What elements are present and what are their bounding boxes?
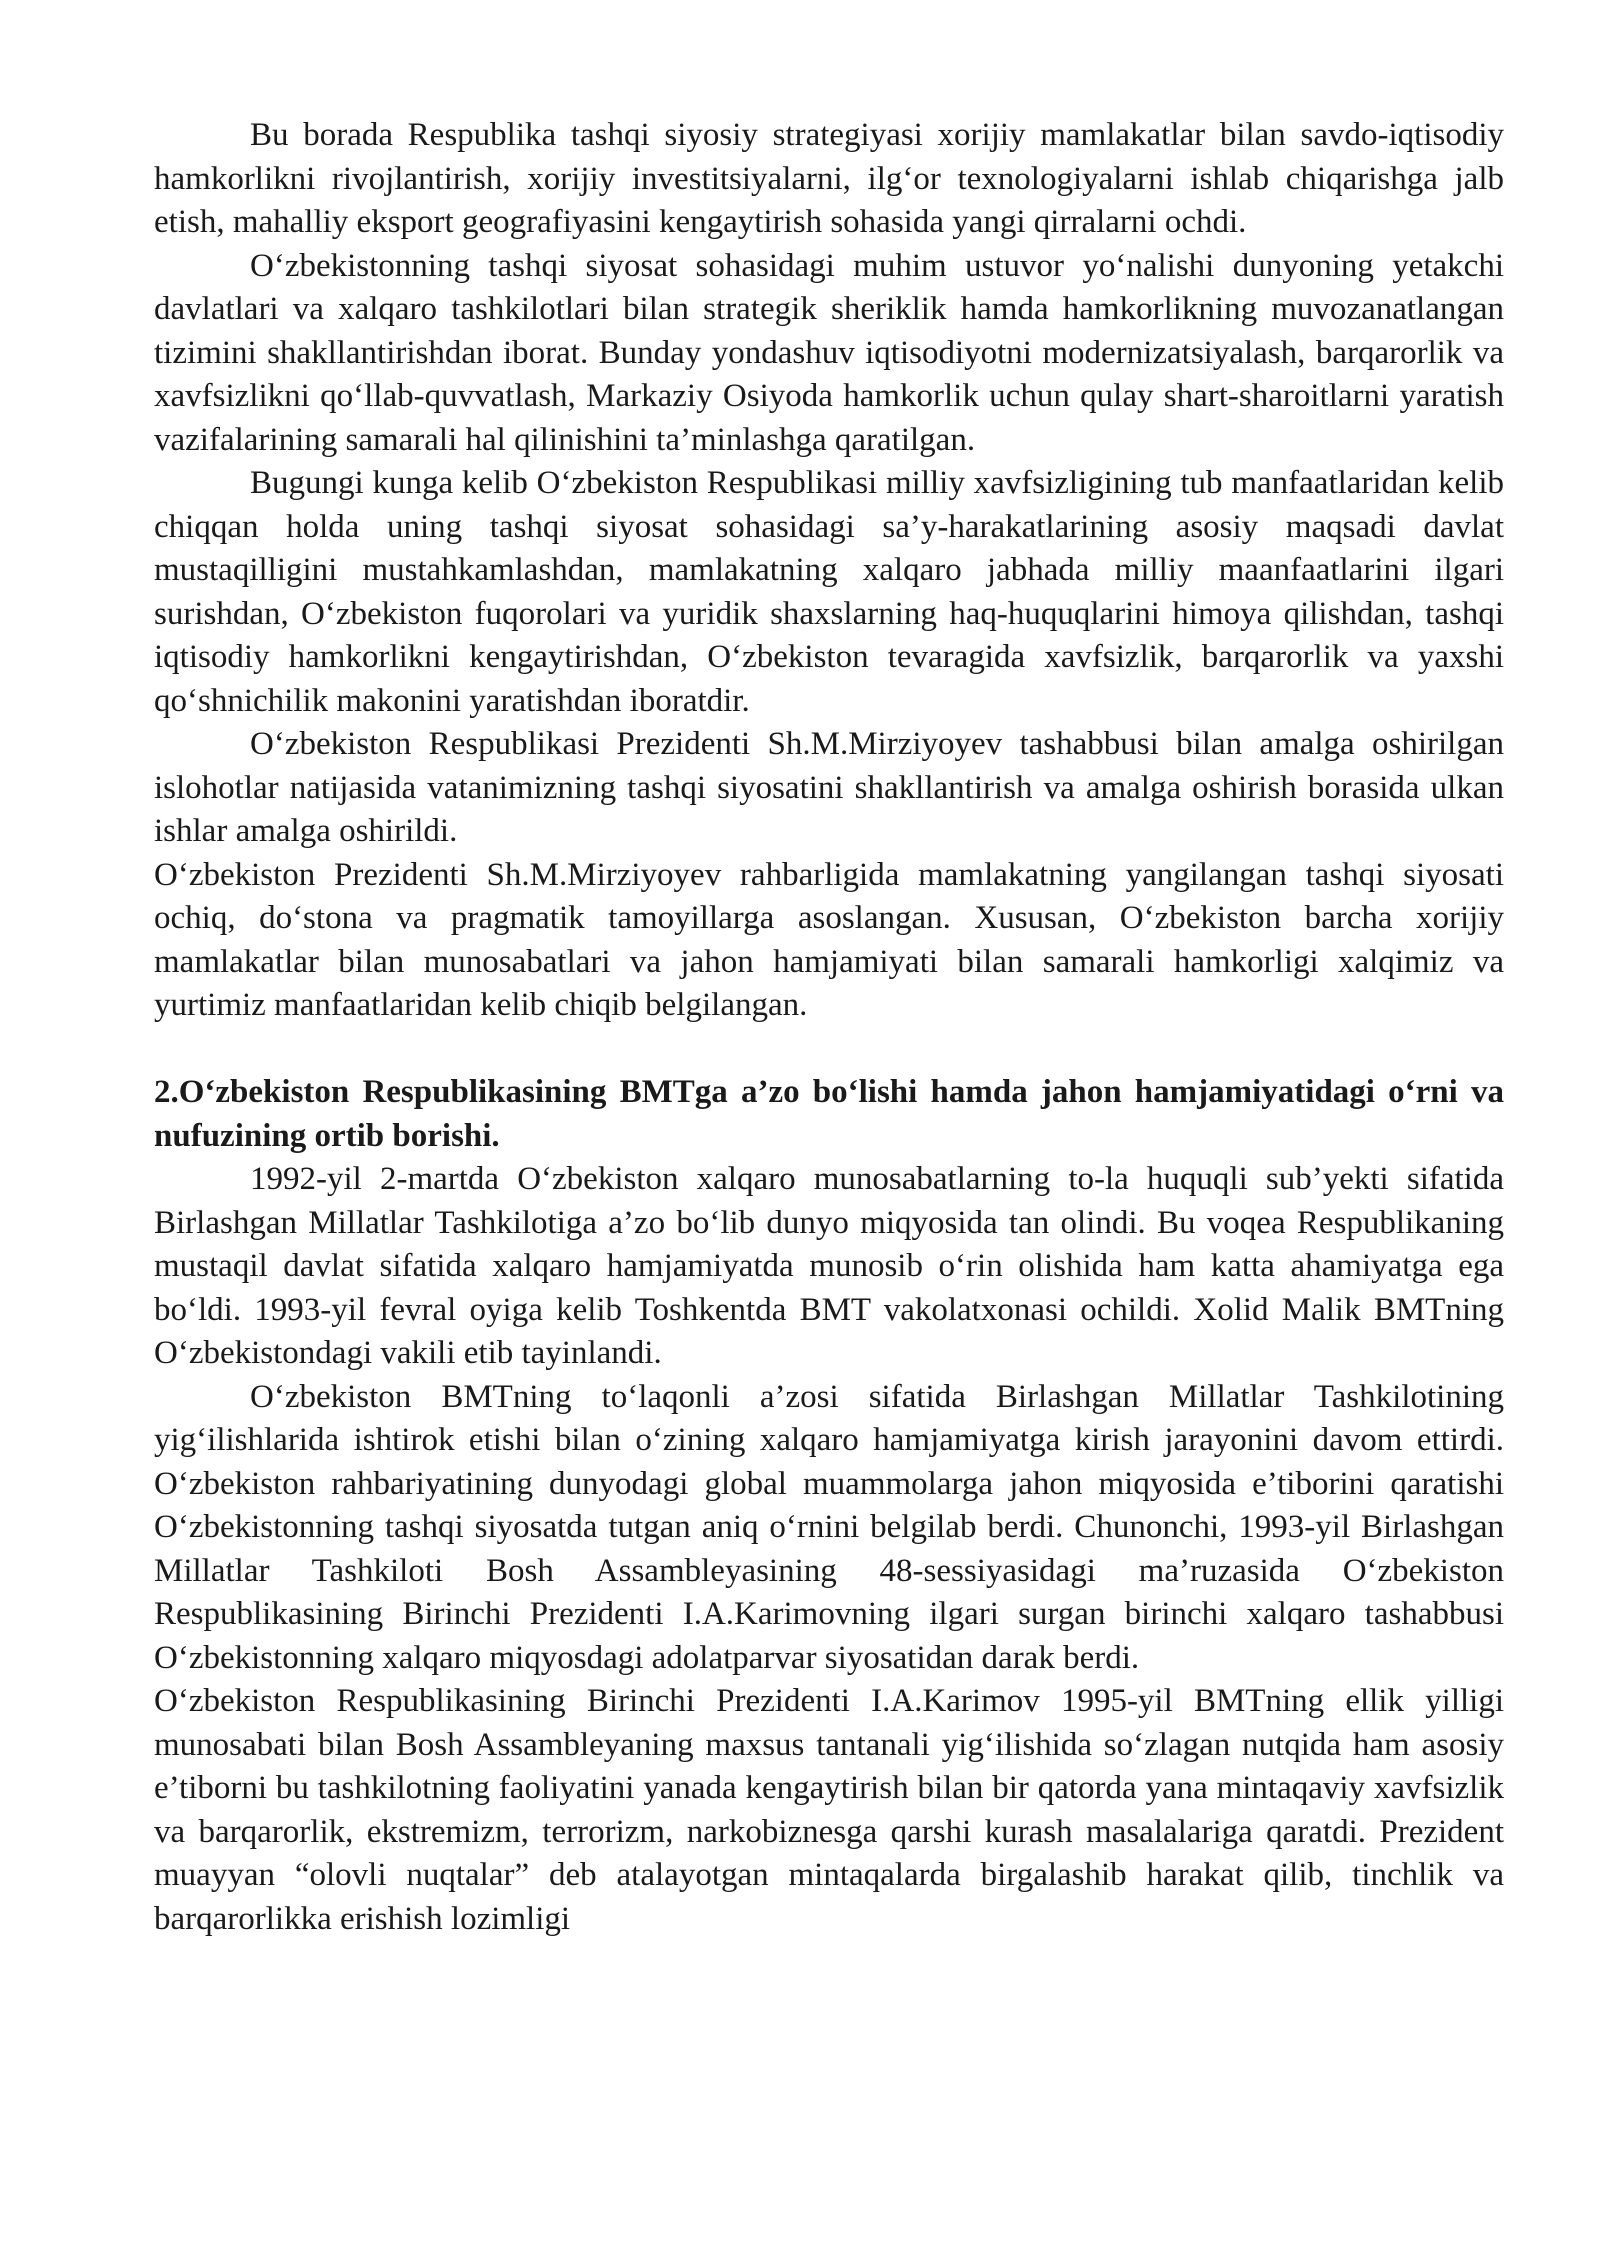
blank-line	[154, 1028, 1504, 1072]
paragraph: O‘zbekiston BMTning to‘laqonli a’zosi sifatida Birlashgan Millatlar Tashkilotining yig‘ilishlarida ishtirok etishi bilan o‘zining xalqaro hamjamiyatga kirish jarayonini davom ettirdi. O‘zbekiston rahbariyatining dunyodagi global muammolarga jahon miqyosida e’tiborini qaratishi O‘zbekistonning tashqi siyosatda tutgan aniq o‘rnini belgilab berdi. Chunonchi, 1993-yil Birlashgan Millatlar Tashkiloti Bosh Assambleyasining 48-sessiyasidagi ma’ruzasida O‘zbekiston Respublikasining Birinchi Prezidenti I.A.Karimovning ilgari surgan birinchi xalqaro tashabbusi O‘zbekistonning xalqaro miqyosdagi adolatparvar siyosatidan darak berdi.	[154, 1378, 1504, 1676]
section-heading: 2.O‘zbekiston Respublikasining BMTga a’zo bo‘lishi hamda jahon hamjamiyatidagi o‘rni va nufuzining ortib borishi.	[154, 1074, 1504, 1154]
paragraph: 1992-yil 2-martda O‘zbekiston xalqaro munosabatlarning to-la huquqli sub’yekti sifatida Birlashgan Millatlar Tashkilotiga a’zo bo‘lib dunyo miqyosida tan olindi. Bu voqea Respublikaning mustaqil davlat sifatida xalqaro hamjamiyatda munosib o‘rin olishida ham katta ahamiyatga ega bo‘ldi. 1993-yil fevral oyiga kelib Toshkentda BMT vakolatxonasi ochildi. Xolid Malik BMTning O‘zbekistondagi vakili etib tayinlandi.	[154, 1161, 1504, 1371]
paragraph: Bugungi kunga kelib O‘zbekiston Respublikasi milliy xavfsizligining tub manfaatlaridan kelib chiqqan holda uning tashqi siyosat sohasidagi sa’y-harakatlarining asosiy maqsadi davlat mustaqilligini mustahkamlashdan, mamlakatning xalqaro jabhada milliy maanfaatlarini ilgari surishdan, O‘zbekiston fuqorolari va yuridik shaxslarning haq-huquqlarini himoya qilishdan, tashqi iqtisodiy hamkorlikni kengaytirishdan, O‘zbekiston tevaragida xavfsizlik, barqarorlik va yaxshi qo‘shnichilik makonini yaratishdan iboratdir.	[154, 465, 1504, 719]
document-page	[154, 114, 1504, 1941]
paragraph: O‘zbekiston Respublikasining Birinchi Prezidenti I.A.Karimov 1995-yil BMTning ellik yilligi munosabati bilan Bosh Assambleyaning maxsus tantanali yig‘ilishida so‘zlagan nutqida ham asosiy e’tiborni bu tashkilotning faoliyatini yanada kengaytirish bilan bir qatorda yana mintaqaviy xavfsizlik va barqarorlik, ekstremizm, terrorizm, narkobiznesga qarshi kurash masalalariga qaratdi. Prezident muayyan “olovli nuqtalar” deb atalayotgan mintaqalarda birgalashib harakat qilib, tinchlik va barqarorlikka erishish lozimligi	[154, 1683, 1504, 1937]
paragraph: O‘zbekiston Prezidenti Sh.M.Mirziyoyev rahbarligida mamlakatning yangilangan tashqi siyosati ochiq, do‘stona va pragmatik tamoyillarga asoslangan. Xususan, O‘zbekiston barcha xorijiy mamlakatlar bilan munosabatlari va jahon hamjamiyati bilan samarali hamkorligi xalqimiz va yurtimiz manfaatlaridan kelib chiqib belgilangan.	[154, 856, 1504, 1023]
paragraph: Bu borada Respublika tashqi siyosiy strategiyasi xorijiy mamlakatlar bilan savdo-iqtisodiy hamkorlikni rivojlantirish, xorijiy investitsiyalarni, ilg‘or texnologiyalarni ishlab chiqarishga jalb etish, mahalliy eksport geografiyasini kengaytirish sohasida yangi qirralarni ochdi.	[154, 117, 1504, 240]
paragraph: O‘zbekiston Respublikasi Prezidenti Sh.M.Mirziyoyev tashabbusi bilan amalga oshirilgan islohotlar natijasida vatanimizning tashqi siyosatini shakllantirish va amalga oshirish borasida ulkan ishlar amalga oshirildi.	[154, 726, 1504, 849]
paragraph: O‘zbekistonning tashqi siyosat sohasidagi muhim ustuvor yo‘nalishi dunyoning yetakchi davlatlari va xalqaro tashkilotlari bilan strategik sheriklik hamda hamkorlikning muvozanatlangan tizimini shakllantirishdan iborat. Bunday yondashuv iqtisodiyotni modernizatsiyalash, barqarorlik va xavfsizlikni qo‘llab-quvvatlash, Markaziy Osiyoda hamkorlik uchun qulay shart-sharoitlarni yaratish vazifalarining samarali hal qilinishini ta’minlashga qaratilgan.	[154, 247, 1504, 458]
